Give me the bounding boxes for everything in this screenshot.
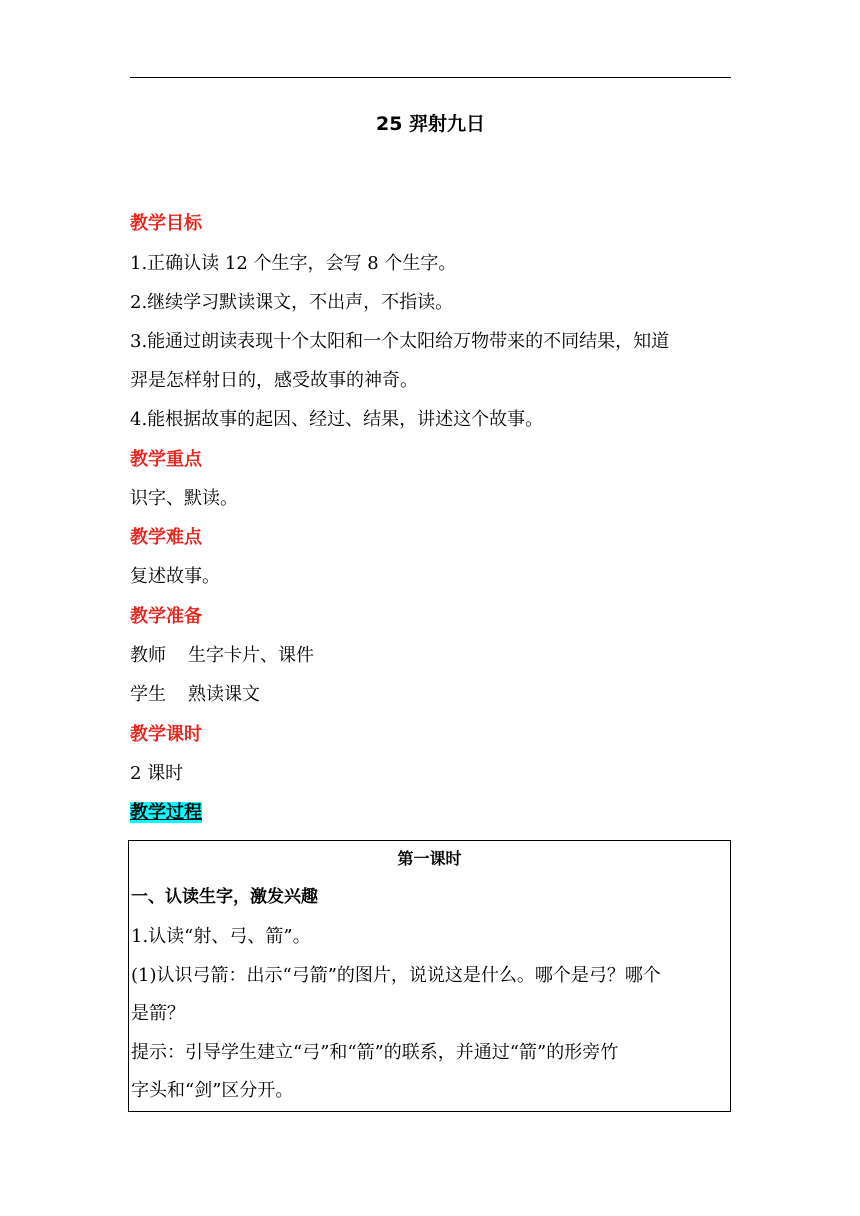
box-line-2: (1)认识弓箭：出示“弓箭”的图片，说说这是什么。哪个是弓？哪个 — [131, 965, 661, 986]
key-points-text: 识字、默读。 — [130, 488, 238, 509]
preparation-heading: 教学准备 — [130, 606, 202, 627]
teacher-items: 生字卡片、课件 — [188, 645, 314, 666]
goal-line-3-cont: 羿是怎样射日的，感受故事的神奇。 — [130, 370, 418, 391]
key-points-heading: 教学重点 — [130, 449, 202, 470]
goals-heading: 教学目标 — [130, 213, 202, 234]
goal-line-3: 3.能通过朗读表现十个太阳和一个太阳给万物带来的不同结果，知道 — [130, 331, 670, 352]
difficulties-heading: 教学难点 — [130, 527, 202, 548]
box-line-3: 提示：引导学生建立“弓”和“箭”的联系，并通过“箭”的形旁竹 — [131, 1042, 619, 1063]
periods-heading: 教学课时 — [130, 724, 202, 745]
lesson-title: 25 羿射九日 — [375, 113, 486, 135]
periods-text: 2 课时 — [130, 763, 184, 784]
lesson-table-cell — [128, 840, 731, 1112]
section-title: 一、认读生字，激发兴趣 — [131, 887, 318, 907]
preparation-student — [130, 683, 260, 707]
goal-line-1: 1.正确认读 12 个生字，会写 8 个生字。 — [130, 253, 457, 274]
process-heading-line — [130, 801, 202, 825]
period-title: 第一课时 — [397, 849, 462, 868]
student-items: 熟读课文 — [188, 684, 260, 705]
difficulties-text: 复述故事。 — [130, 566, 220, 587]
header-rule — [130, 77, 731, 78]
process-heading: 教学过程 — [130, 802, 202, 823]
box-line-1: 1.认读“射、弓、箭”。 — [131, 926, 311, 947]
box-line-2-cont: 是箭？ — [131, 1003, 185, 1024]
student-label: 学生 — [130, 684, 166, 705]
goal-line-2: 2.继续学习默读课文，不出声，不指读。 — [130, 292, 454, 313]
goal-line-4: 4.能根据故事的起因、经过、结果，讲述这个故事。 — [130, 409, 544, 430]
preparation-teacher — [130, 644, 314, 668]
box-line-3-cont: 字头和“剑”区分开。 — [131, 1080, 294, 1101]
teacher-label: 教师 — [130, 645, 166, 666]
